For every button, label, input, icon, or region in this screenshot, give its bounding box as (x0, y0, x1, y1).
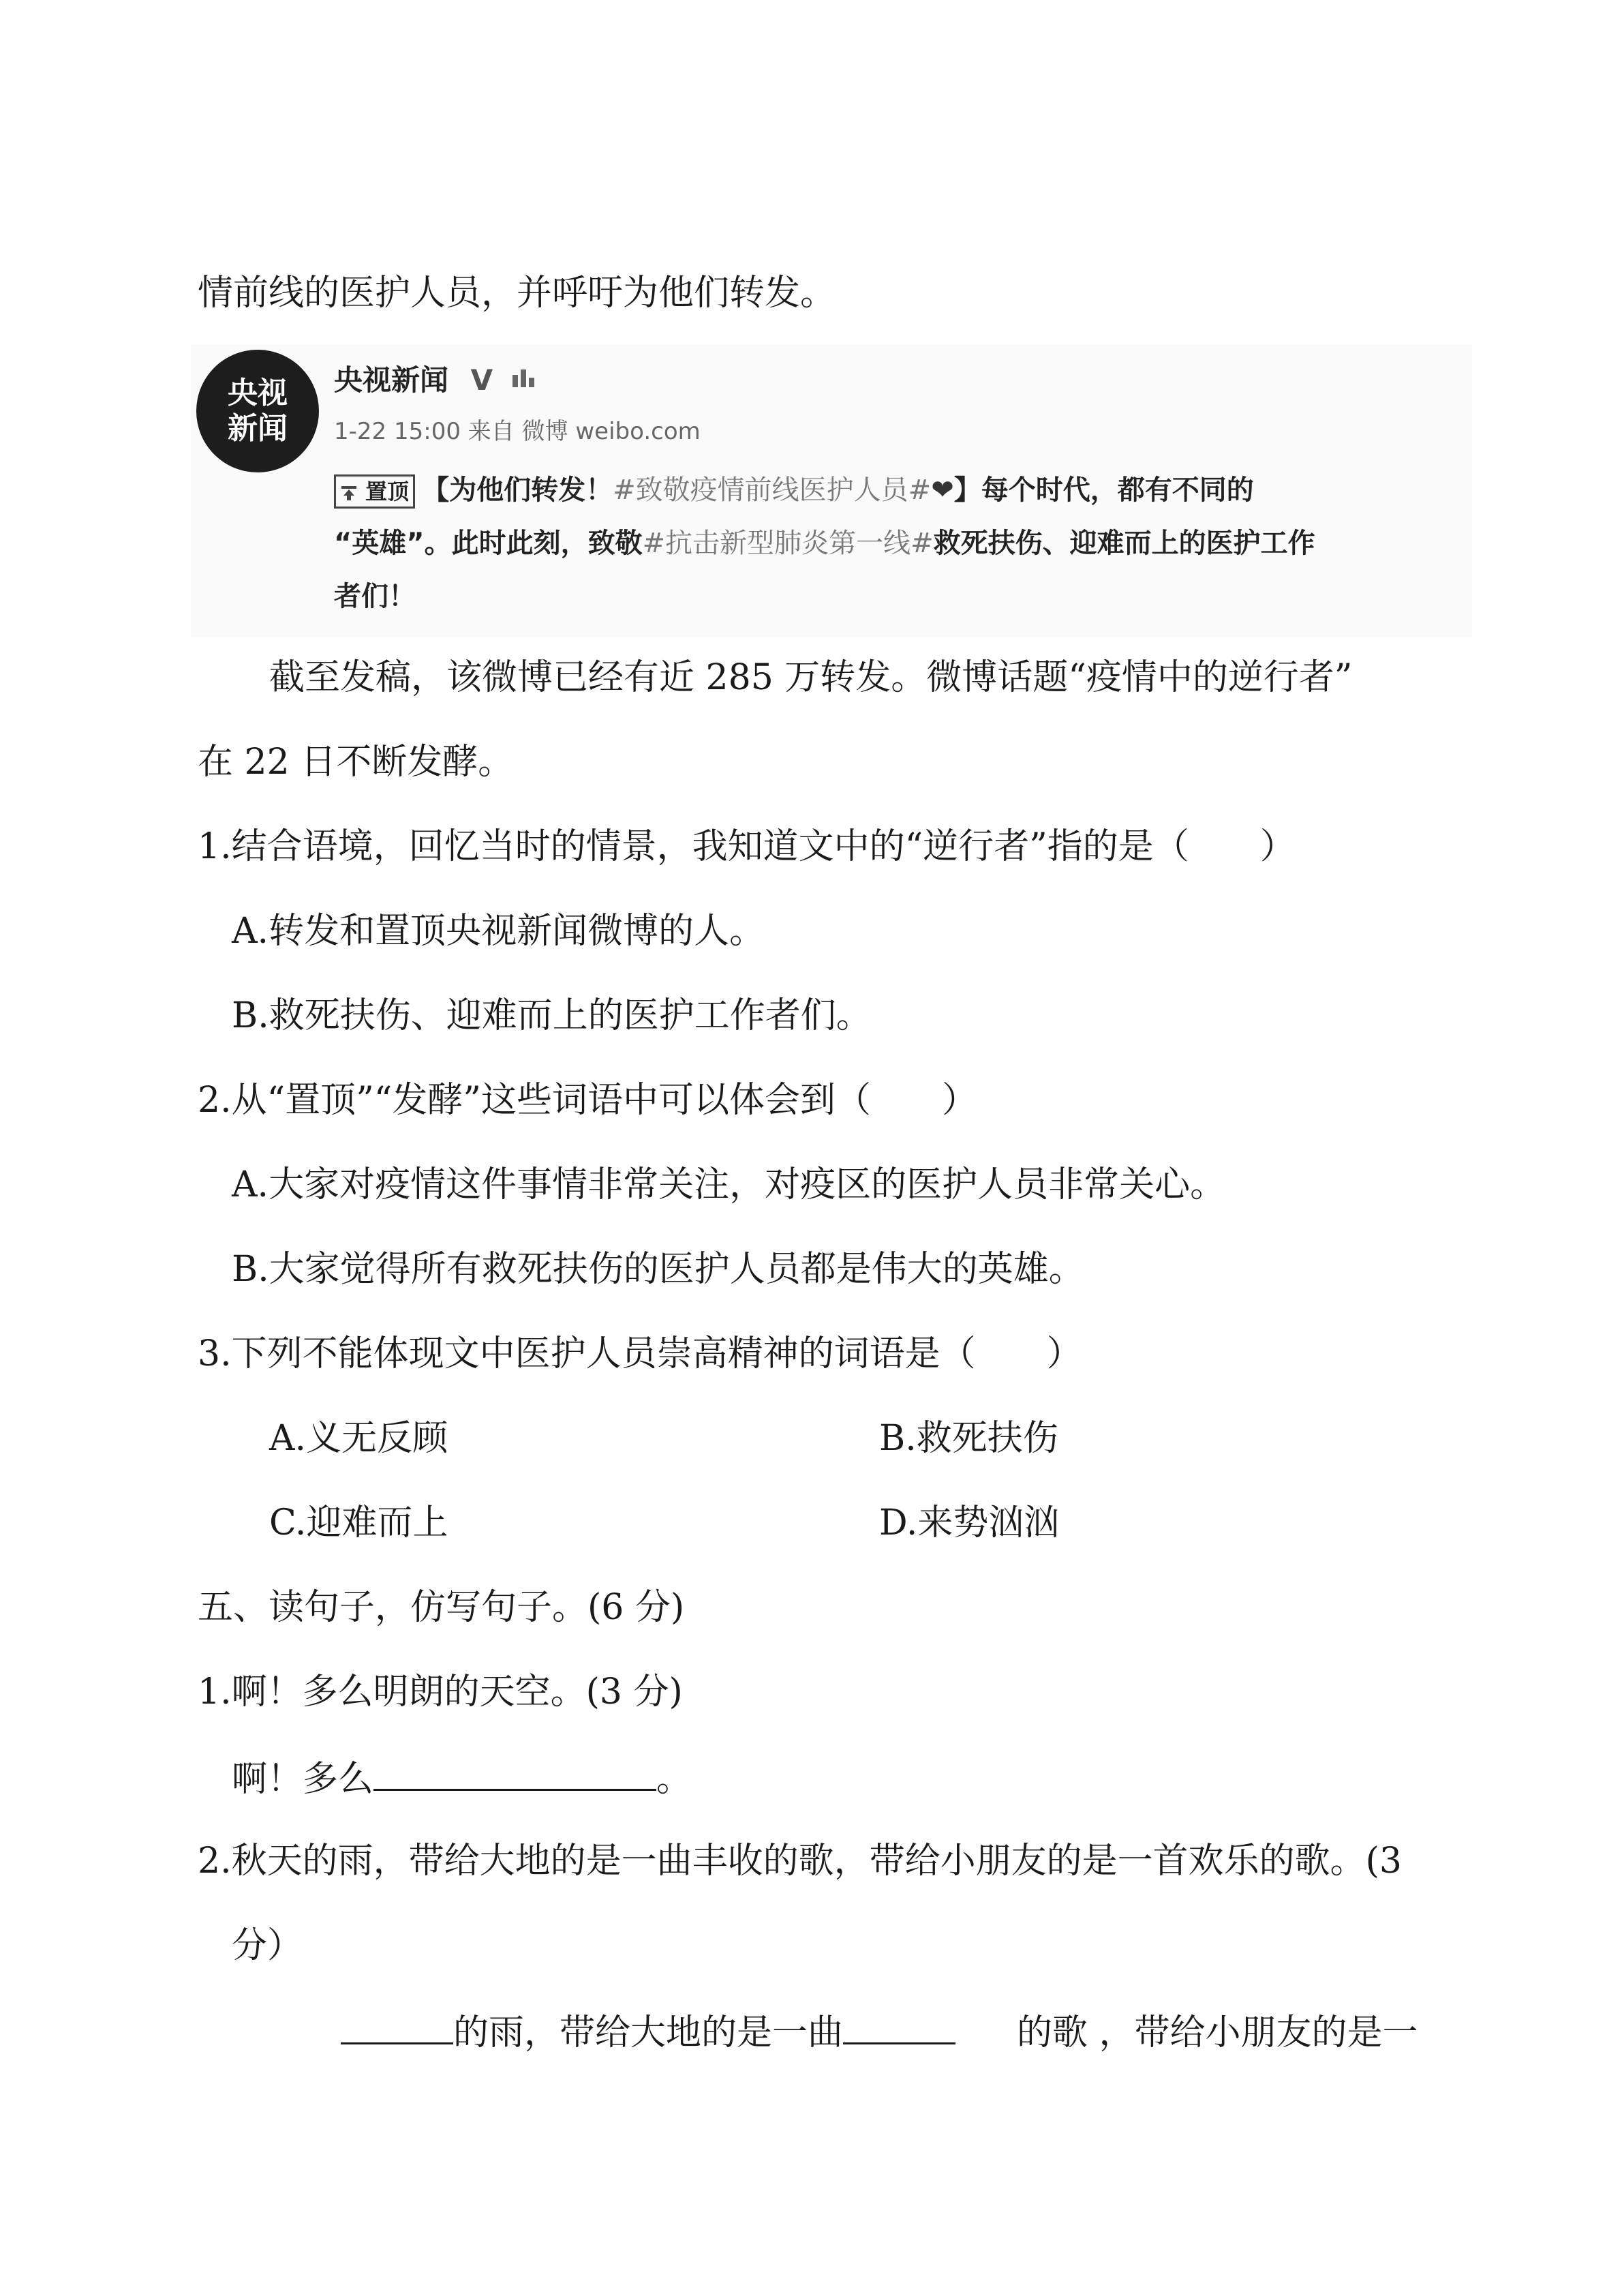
question-2-stem: 2.从“置顶”“发酵”这些词语中可以体会到（ ） (198, 1080, 977, 1121)
weibo-body-line1 (334, 464, 1472, 517)
sentence-2-answer (341, 2008, 1418, 2055)
weibo-post-screenshot (191, 344, 1472, 637)
pin-icon (340, 484, 358, 502)
sentence-1-suffix: 。 (656, 1759, 692, 1800)
question-2-option-b: B.大家觉得所有救死扶伤的医护人员都是伟大的英雄。 (232, 1249, 1084, 1290)
question-1-stem: 1.结合语境，回忆当时的情景，我知道文中的“逆行者”指的是（ ） (198, 826, 1296, 867)
question-3-stem: 3.下列不能体现文中医护人员崇高精神的词语是（ ） (198, 1333, 1082, 1374)
sentence-1-prefix: 啊！多么 (232, 1759, 374, 1800)
weibo-body (334, 464, 1472, 623)
avatar (196, 350, 319, 472)
account-name: 央视新闻 (334, 363, 449, 397)
bracket-close: 】每个时代，都有不同的 (953, 474, 1254, 506)
hashtag-1[interactable]: #致敬疫情前线医护人员# (613, 474, 932, 506)
hashtag-2[interactable]: #抗击新型肺炎第一线# (642, 528, 934, 559)
line2-b: 救死扶伤、迎难而上的医护工作 (933, 528, 1315, 559)
question-3-option-b: B.救死扶伤 (879, 1418, 1058, 1459)
sentence-2-blank-1[interactable] (341, 2008, 453, 2044)
question-2-option-a: A.大家对疫情这件事情非常关注，对疫区的医护人员非常关心。 (232, 1164, 1226, 1205)
sentence-1-stem: 1.啊！多么明朗的天空。(3 分) (198, 1672, 683, 1712)
sentence-2-stem-cont: 分） (232, 1925, 303, 1966)
sentence-2-fill-a: 的雨，带给大地的是一曲 (453, 2012, 844, 2053)
weibo-body-line2 (334, 517, 1472, 570)
avatar-line2: 新闻 (228, 411, 288, 446)
paragraph-2: 在 22 日不断发酵。 (198, 742, 514, 783)
question-1-option-b: B.救死扶伤、迎难而上的医护工作者们。 (232, 995, 872, 1036)
pin-label: 置顶 (365, 479, 410, 504)
bracket-open: 【为他们转发！ (422, 474, 613, 506)
sentence-1-blank[interactable] (373, 1755, 656, 1791)
sentence-2-blank-2[interactable] (843, 2008, 955, 2044)
sentence-2-fill-b: 的歌 ，带给小朋友的是一 (1017, 2012, 1418, 2053)
avatar-line1: 央视 (228, 376, 288, 410)
badge-icon (510, 369, 537, 396)
section-5-title: 五、读句子，仿写句子。(6 分) (198, 1587, 685, 1628)
weibo-header (334, 358, 537, 399)
paragraph-1: 截至发稿，该微博已经有近 285 万转发。微博话题“疫情中的逆行者” (269, 657, 1353, 698)
intro-line: 情前线的医护人员，并呼吁为他们转发。 (198, 273, 836, 314)
question-3-option-d: D.来势汹汹 (879, 1502, 1060, 1543)
question-3-option-a: A.义无反顾 (269, 1418, 448, 1459)
question-3-option-c: C.迎难而上 (269, 1502, 448, 1543)
pin-tag (334, 474, 415, 509)
sentence-1-answer (232, 1755, 692, 1801)
weibo-body-line3: 者们！ (334, 581, 416, 612)
question-1-option-a: A.转发和置顶央视新闻微博的人。 (232, 911, 765, 952)
sentence-2-stem: 2.秋天的雨，带给大地的是一曲丰收的歌，带给小朋友的是一首欢乐的歌。(3 (198, 1841, 1402, 1882)
line2-a: “英雄”。此时此刻，致敬 (334, 528, 643, 559)
heart-icon: ❤ (931, 474, 954, 506)
verified-icon: V (470, 363, 493, 397)
weibo-meta: 1-22 15:00 来自 微博 weibo.com (334, 418, 701, 445)
